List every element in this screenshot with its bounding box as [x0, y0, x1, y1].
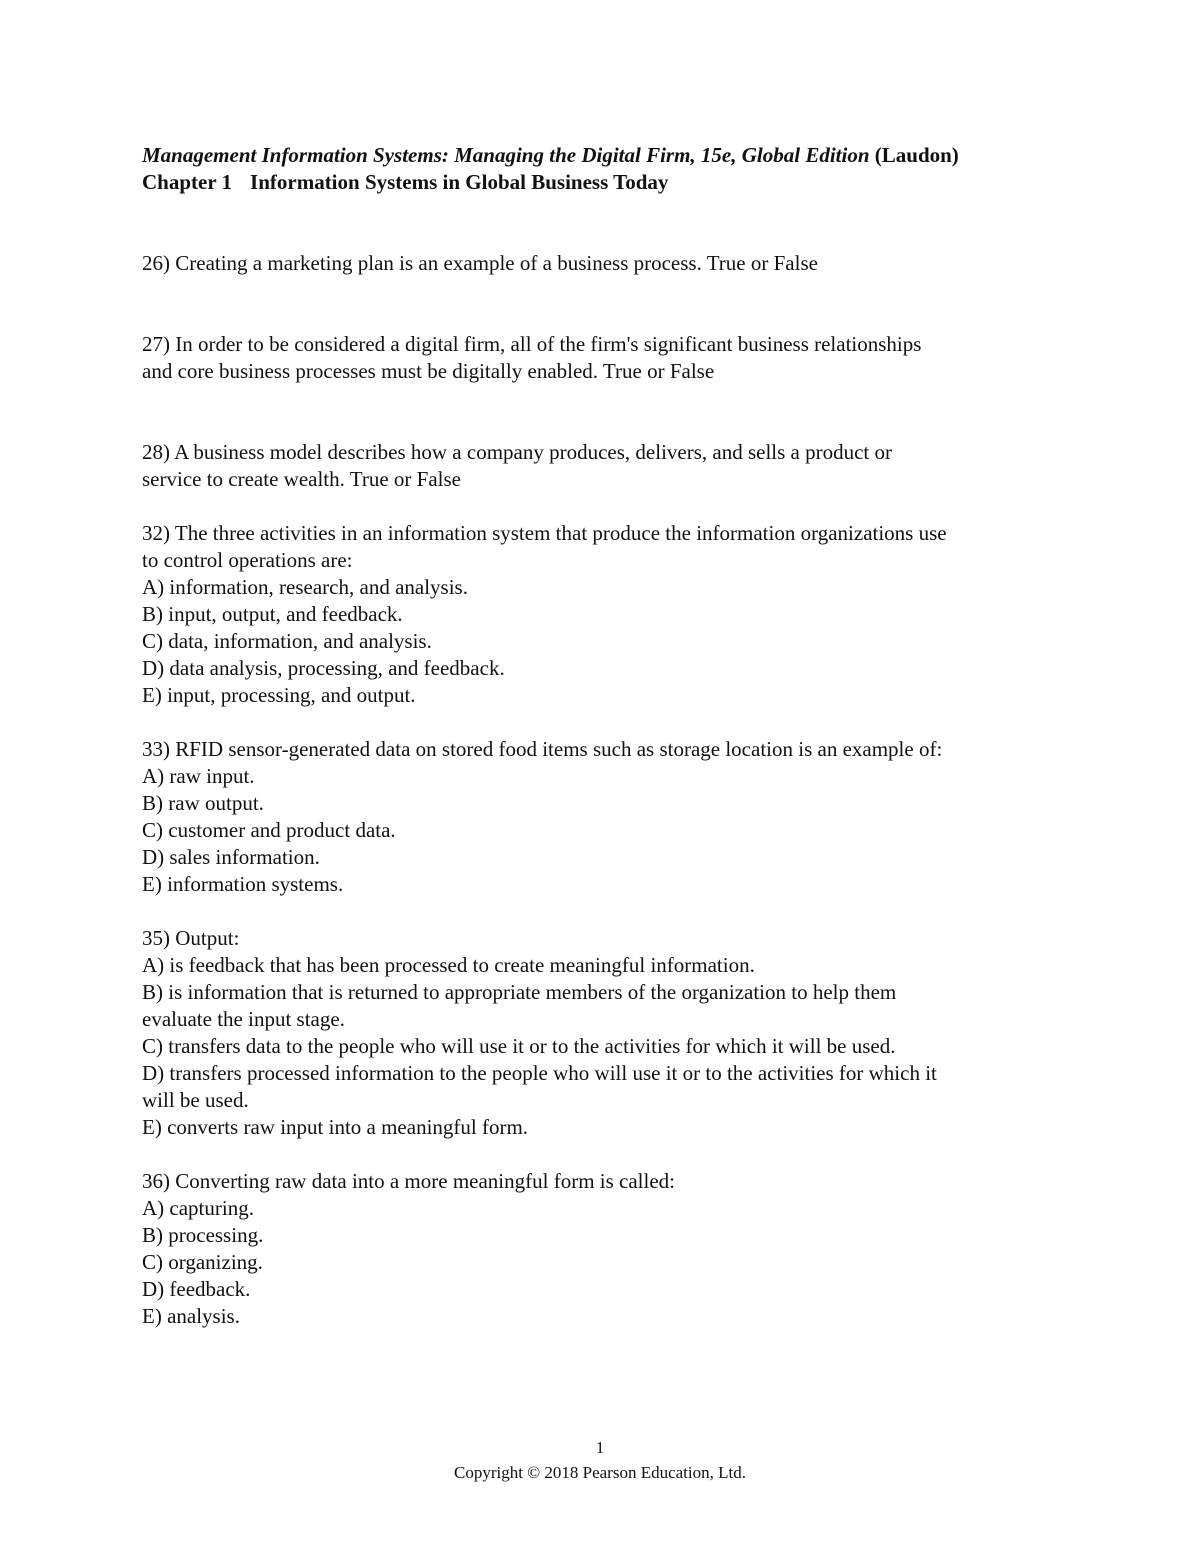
answer-option: D) data analysis, processing, and feedback. — [142, 656, 505, 680]
question-list — [142, 250, 1072, 1330]
answer-option: A) information, research, and analysis. — [142, 575, 468, 599]
answer-option: D) feedback. — [142, 1277, 251, 1301]
question-block — [142, 925, 1072, 1141]
question-text-line: 35) Output: — [142, 926, 240, 950]
answer-option: B) is information that is returned to appropriate members of the organization to help them — [142, 980, 897, 1004]
chapter-title: Information Systems in Global Business Today — [250, 170, 669, 194]
question-text-line: to control operations are: — [142, 548, 353, 572]
answer-options — [142, 574, 1072, 709]
answer-option: C) transfers data to the people who will use it or to the activities for which it will be used. — [142, 1034, 896, 1058]
question-text-line: 26) Creating a marketing plan is an example of a business process. True or False — [142, 251, 818, 275]
answer-options — [142, 952, 1072, 1141]
question-text-line: 27) In order to be considered a digital firm, all of the firm's significant business relationships — [142, 332, 922, 356]
answer-option: E) information systems. — [142, 872, 344, 896]
question-text-line: 28) A business model describes how a company produces, delivers, and sells a product or — [142, 440, 893, 464]
page-content — [142, 142, 1072, 1330]
answer-option: E) input, processing, and output. — [142, 683, 416, 707]
answer-option: C) data, information, and analysis. — [142, 629, 432, 653]
question-block — [142, 439, 1072, 493]
book-title: Management Information Systems: Managing the Digital Firm, 15e, Global Edition — [142, 143, 870, 167]
question-text-line: 33) RFID sensor-generated data on stored food items such as storage location is an example of: — [142, 737, 943, 761]
copyright-notice: Copyright © 2018 Pearson Education, Ltd. — [454, 1463, 746, 1482]
chapter-label: Chapter 1 — [142, 170, 233, 194]
answer-options — [142, 1195, 1072, 1330]
chapter-heading — [142, 169, 1072, 196]
answer-option: E) analysis. — [142, 1304, 240, 1328]
answer-option: A) raw input. — [142, 764, 255, 788]
answer-option: E) converts raw input into a meaningful form. — [142, 1115, 529, 1139]
book-title-line — [142, 142, 1072, 169]
answer-option: B) processing. — [142, 1223, 264, 1247]
answer-option: B) input, output, and feedback. — [142, 602, 403, 626]
answer-option: C) customer and product data. — [142, 818, 396, 842]
answer-option: will be used. — [142, 1088, 249, 1112]
question-block — [142, 250, 1072, 277]
question-block — [142, 736, 1072, 898]
question-block — [142, 520, 1072, 709]
question-block — [142, 1168, 1072, 1330]
question-text-line: service to create wealth. True or False — [142, 467, 461, 491]
question-text-line: 36) Converting raw data into a more meaningful form is called: — [142, 1169, 676, 1193]
answer-option: B) raw output. — [142, 791, 264, 815]
answer-options — [142, 763, 1072, 898]
answer-option: D) sales information. — [142, 845, 320, 869]
question-block — [142, 331, 1072, 385]
answer-option: D) transfers processed information to the people who will use it or to the activities for which it — [142, 1061, 937, 1085]
question-text-line: and core business processes must be digitally enabled. True or False — [142, 359, 715, 383]
question-text-line: 32) The three activities in an information system that produce the information organizations use — [142, 521, 947, 545]
page-number: 1 — [595, 1438, 605, 1457]
answer-option: C) organizing. — [142, 1250, 263, 1274]
book-author: (Laudon) — [874, 143, 959, 167]
answer-option: A) capturing. — [142, 1196, 254, 1220]
answer-option: A) is feedback that has been processed to create meaningful information. — [142, 953, 755, 977]
answer-option: evaluate the input stage. — [142, 1007, 345, 1031]
